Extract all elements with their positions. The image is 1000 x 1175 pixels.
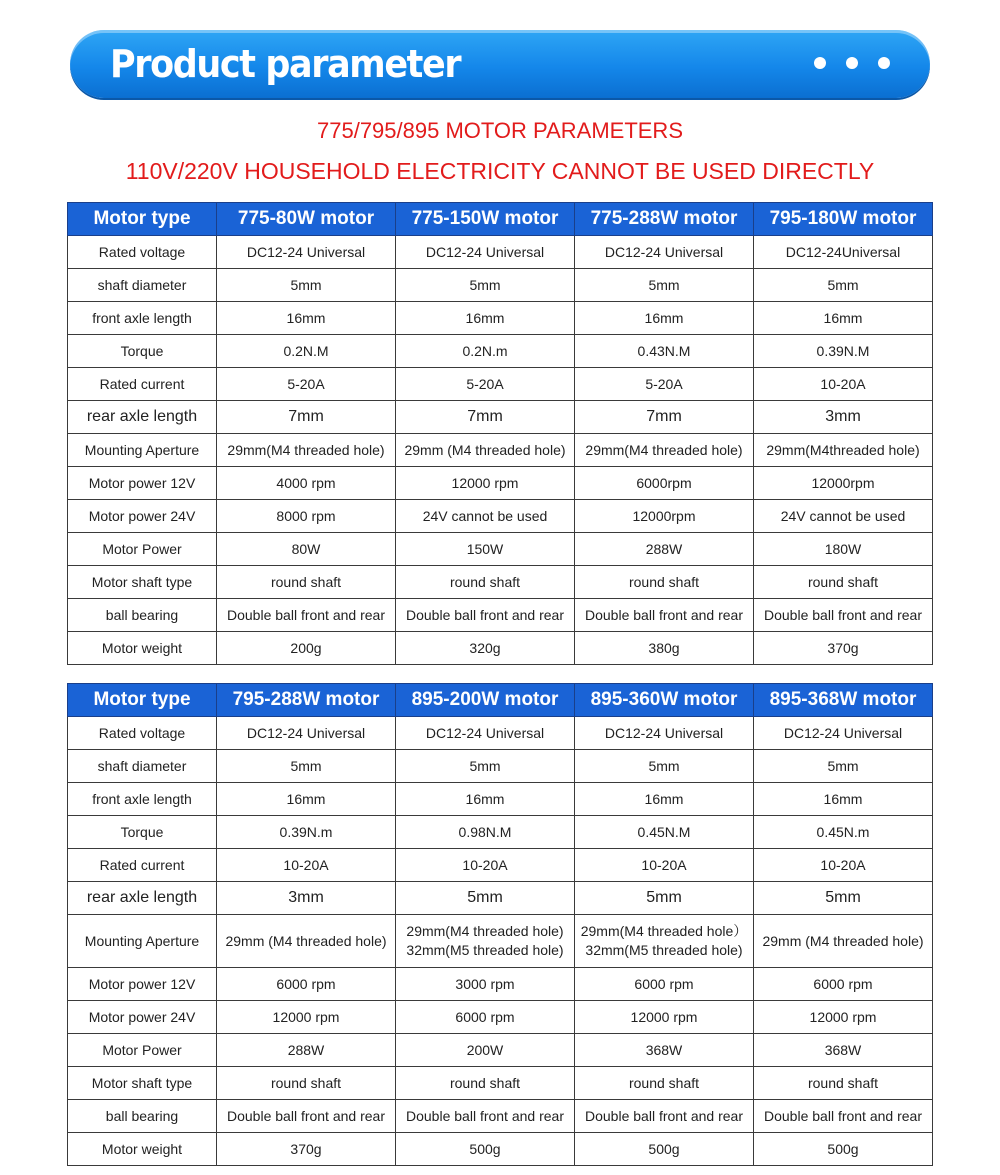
table-row (68, 533, 933, 566)
row-label: Torque (68, 335, 217, 368)
table-cell: Double ball front and rear (754, 599, 933, 632)
row-label: Torque (68, 816, 217, 849)
row-label: Motor Power (68, 1034, 217, 1067)
table-row (68, 750, 933, 783)
table-cell: DC12-24 Universal (396, 717, 575, 750)
table-cell: 29mm (M4 threaded hole) (396, 434, 575, 467)
table-cell: 5mm (217, 269, 396, 302)
row-label: ball bearing (68, 599, 217, 632)
table-row (68, 816, 933, 849)
header-label: Motor type (68, 203, 217, 236)
warning-heading: 110V/220V HOUSEHOLD ELECTRICITY CANNOT BE USED DIRECTLY (125, 158, 875, 184)
table-cell: 288W (575, 533, 754, 566)
table-row (68, 368, 933, 401)
table-cell: DC12-24 Universal (754, 717, 933, 750)
table-cell: 3000 rpm (396, 968, 575, 1001)
table-cell: Double ball front and rear (396, 1100, 575, 1133)
table-cell: 7mm (217, 401, 396, 434)
table-cell: 12000 rpm (754, 1001, 933, 1034)
row-label: shaft diameter (68, 750, 217, 783)
table-cell: 6000 rpm (396, 1001, 575, 1034)
table-row (68, 401, 933, 434)
row-label: Rated current (68, 849, 217, 882)
table-cell: 24V cannot be used (396, 500, 575, 533)
header-label: Motor type (68, 684, 217, 717)
table-row (68, 500, 933, 533)
table-cell: 29mm(M4 threaded hole) (217, 434, 396, 467)
table-cell: 380g (575, 632, 754, 665)
table-cell: 368W (754, 1034, 933, 1067)
table-cell: 3mm (217, 882, 396, 915)
table-cell: 370g (754, 632, 933, 665)
row-label: shaft diameter (68, 269, 217, 302)
table-cell: 16mm (575, 302, 754, 335)
row-label: Mounting Aperture (68, 915, 217, 968)
table-cell: 5mm (575, 750, 754, 783)
row-label: Rated voltage (68, 236, 217, 269)
table-cell: 5mm (754, 882, 933, 915)
table-cell: 200W (396, 1034, 575, 1067)
row-label: front axle length (68, 302, 217, 335)
dot-icon (846, 57, 858, 69)
table-cell: 16mm (217, 302, 396, 335)
table-row (68, 783, 933, 816)
table-cell: round shaft (575, 566, 754, 599)
table-row (68, 1034, 933, 1067)
table-cell: 5mm (396, 882, 575, 915)
table-cell: 80W (217, 533, 396, 566)
table-cell: DC12-24 Universal (575, 236, 754, 269)
table-cell: 5mm (575, 269, 754, 302)
table-row (68, 1133, 933, 1166)
motor-model-header: 895-368W motor (754, 684, 933, 717)
table-row (68, 882, 933, 915)
table-cell: 12000rpm (575, 500, 754, 533)
table-cell: 10-20A (575, 849, 754, 882)
table-cell: 150W (396, 533, 575, 566)
dot-icon (878, 57, 890, 69)
table-cell: 16mm (396, 302, 575, 335)
row-label: rear axle length (68, 882, 217, 915)
table-cell: 6000 rpm (754, 968, 933, 1001)
table-row (68, 849, 933, 882)
table-cell: DC12-24 Universal (396, 236, 575, 269)
table-header-row (68, 203, 933, 236)
motor-model-header: 895-360W motor (575, 684, 754, 717)
table-cell: 24V cannot be used (754, 500, 933, 533)
table-row (68, 467, 933, 500)
table-cell: DC12-24 Universal (217, 236, 396, 269)
table-cell: 29mm(M4 threaded hole) (575, 434, 754, 467)
row-label: Motor Power (68, 533, 217, 566)
dot-icon (814, 57, 826, 69)
table-row (68, 236, 933, 269)
row-label: rear axle length (68, 401, 217, 434)
table-row (68, 566, 933, 599)
table-row (68, 269, 933, 302)
table-cell: 0.45N.M (575, 816, 754, 849)
table-cell: 8000 rpm (217, 500, 396, 533)
row-label: Motor power 24V (68, 1001, 217, 1034)
table-cell: 5mm (396, 269, 575, 302)
motor-model-header: 775-288W motor (575, 203, 754, 236)
table-cell: 5mm (754, 269, 933, 302)
table-cell: 5mm (217, 750, 396, 783)
table-cell: 29mm(M4threaded hole) (754, 434, 933, 467)
table-cell: 5mm (396, 750, 575, 783)
table-cell: 10-20A (396, 849, 575, 882)
row-label: Motor power 24V (68, 500, 217, 533)
table-cell: 10-20A (217, 849, 396, 882)
parameters-heading: 775/795/895 MOTOR PARAMETERS (317, 118, 683, 143)
table-cell: 180W (754, 533, 933, 566)
banner-title: Product parameter (110, 42, 461, 86)
table-cell: 12000 rpm (217, 1001, 396, 1034)
table-cell: round shaft (396, 566, 575, 599)
table-cell: 16mm (396, 783, 575, 816)
table-cell: 16mm (575, 783, 754, 816)
table-cell: Double ball front and rear (754, 1100, 933, 1133)
table-cell: round shaft (217, 566, 396, 599)
table-cell: 500g (396, 1133, 575, 1166)
table-row (68, 434, 933, 467)
table-cell: round shaft (754, 1067, 933, 1100)
table-cell: 0.2N.M (217, 335, 396, 368)
row-label: front axle length (68, 783, 217, 816)
table-cell: 368W (575, 1034, 754, 1067)
motor-model-header: 895-200W motor (396, 684, 575, 717)
row-label: Motor weight (68, 1133, 217, 1166)
table-cell: 29mm(M4 threaded hole） 32mm(M5 threaded hole) (575, 915, 754, 968)
table-cell: 288W (217, 1034, 396, 1067)
table-row (68, 1001, 933, 1034)
table-cell: round shaft (217, 1067, 396, 1100)
table-cell: 6000 rpm (575, 968, 754, 1001)
table-row (68, 632, 933, 665)
table-cell: 0.39N.M (754, 335, 933, 368)
table-header-row (68, 684, 933, 717)
table-cell: 5-20A (396, 368, 575, 401)
row-label: Rated voltage (68, 717, 217, 750)
dots-decoration (814, 57, 890, 69)
table-row (68, 335, 933, 368)
table-cell: round shaft (396, 1067, 575, 1100)
motor-model-header: 775-150W motor (396, 203, 575, 236)
table-cell: 0.43N.M (575, 335, 754, 368)
table-cell: 6000rpm (575, 467, 754, 500)
row-label: Motor power 12V (68, 467, 217, 500)
table-cell: Double ball front and rear (217, 1100, 396, 1133)
table-cell: 4000 rpm (217, 467, 396, 500)
motor-model-header: 795-288W motor (217, 684, 396, 717)
row-label: ball bearing (68, 1100, 217, 1133)
table-cell: 29mm(M4 threaded hole) 32mm(M5 threaded hole) (396, 915, 575, 968)
table-cell: 200g (217, 632, 396, 665)
table-cell: 12000 rpm (575, 1001, 754, 1034)
table-row (68, 599, 933, 632)
table-cell: 16mm (754, 302, 933, 335)
table-cell: 320g (396, 632, 575, 665)
table-cell: 5-20A (575, 368, 754, 401)
table-cell: 0.45N.m (754, 816, 933, 849)
spec-table-2 (67, 683, 933, 1166)
table-cell: 29mm (M4 threaded hole) (217, 915, 396, 968)
table-cell: Double ball front and rear (575, 1100, 754, 1133)
table-cell: 5mm (754, 750, 933, 783)
table-cell: 5mm (575, 882, 754, 915)
table-cell: 500g (575, 1133, 754, 1166)
row-label: Rated current (68, 368, 217, 401)
table-row (68, 968, 933, 1001)
table-cell: round shaft (754, 566, 933, 599)
table-cell: 5-20A (217, 368, 396, 401)
table-cell: 12000 rpm (396, 467, 575, 500)
table-row (68, 1100, 933, 1133)
table-row (68, 717, 933, 750)
table-cell: 3mm (754, 401, 933, 434)
table-row (68, 302, 933, 335)
table-row (68, 915, 933, 968)
table-cell: 7mm (396, 401, 575, 434)
table-cell: DC12-24Universal (754, 236, 933, 269)
table-cell: 16mm (754, 783, 933, 816)
table-cell: 16mm (217, 783, 396, 816)
row-label: Motor shaft type (68, 566, 217, 599)
table-cell: 0.98N.M (396, 816, 575, 849)
row-label: Motor weight (68, 632, 217, 665)
table-cell: 0.2N.m (396, 335, 575, 368)
table-cell: Double ball front and rear (396, 599, 575, 632)
table-cell: Double ball front and rear (575, 599, 754, 632)
table-row (68, 1067, 933, 1100)
table-cell: DC12-24 Universal (575, 717, 754, 750)
table-cell: 29mm (M4 threaded hole) (754, 915, 933, 968)
spec-table-1 (67, 202, 933, 665)
motor-model-header: 775-80W motor (217, 203, 396, 236)
table-cell: 7mm (575, 401, 754, 434)
row-label: Motor power 12V (68, 968, 217, 1001)
table-cell: 12000rpm (754, 467, 933, 500)
table-cell: 10-20A (754, 849, 933, 882)
motor-model-header: 795-180W motor (754, 203, 933, 236)
table-cell: 500g (754, 1133, 933, 1166)
table-cell: Double ball front and rear (217, 599, 396, 632)
title-banner (70, 30, 930, 98)
table-cell: DC12-24 Universal (217, 717, 396, 750)
table-cell: 10-20A (754, 368, 933, 401)
row-label: Motor shaft type (68, 1067, 217, 1100)
table-cell: 6000 rpm (217, 968, 396, 1001)
table-cell: 0.39N.m (217, 816, 396, 849)
table-cell: round shaft (575, 1067, 754, 1100)
row-label: Mounting Aperture (68, 434, 217, 467)
table-cell: 370g (217, 1133, 396, 1166)
